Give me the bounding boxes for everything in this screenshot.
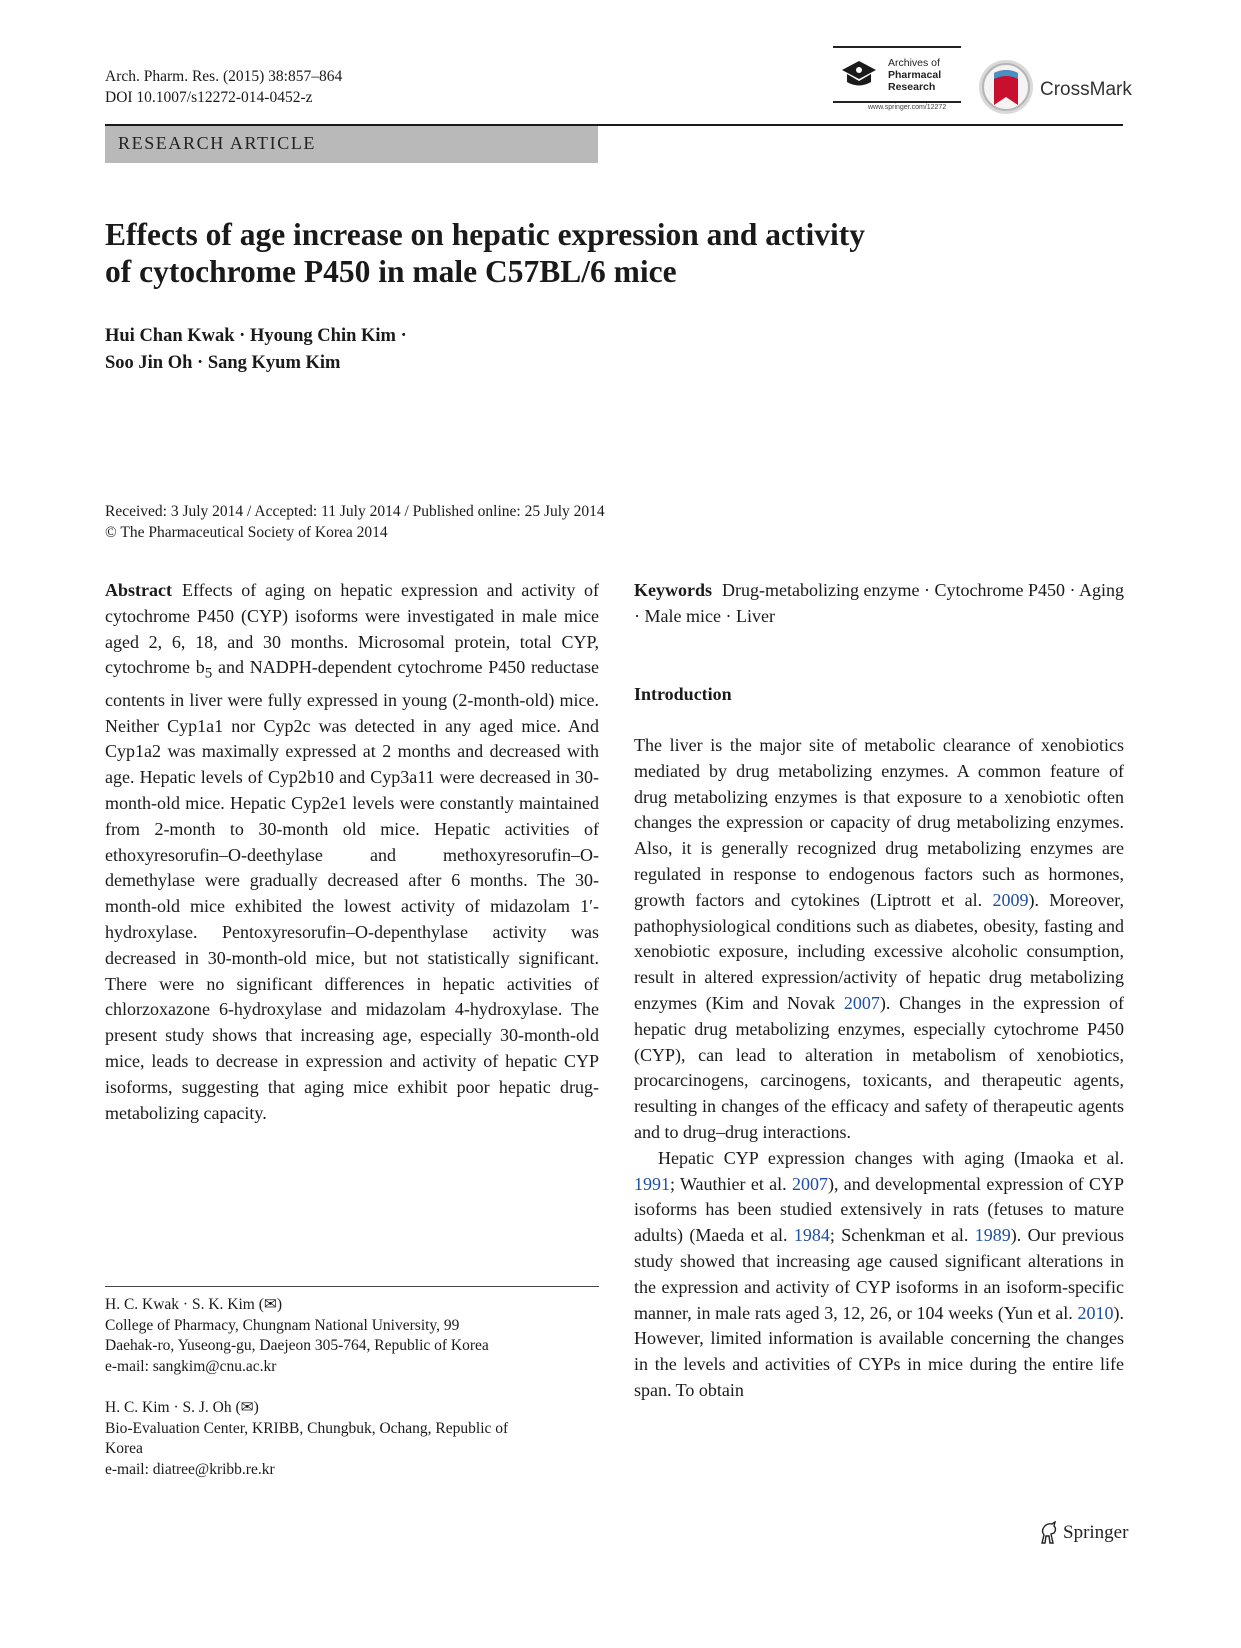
journal-reference (105, 66, 342, 108)
intro-paragraph-2: Hepatic CYP expression changes with aging (Imaoka et al. 1991; Wauthier et al. 2007), and developmental expression of CYP isoforms has been studied extensively in rats (fetuses to mature adults) (Maeda et al. 1984; Schenkman et al. 1989). Our previous study showed that increasing age caused significant alterations in the expression and activity of CYP isoforms in an isoform-specific manner, in male rats aged 3, 12, 26, or 104 weeks (Yun et al. 2010). However, limited information is available concerning the changes in the levels and activities of CYPs in mice during the entire life span. To obtain (634, 1147, 1125, 1400)
publication-history (105, 501, 605, 543)
citation-link[interactable]: 1991 (634, 1173, 670, 1194)
affiliation-address: Korea (105, 1440, 143, 1457)
journal-logo-rule-bottom (833, 101, 961, 103)
citation-link[interactable]: 2007 (843, 992, 880, 1013)
affiliation-authors: H. C. Kwak · S. K. Kim (✉) (105, 1296, 283, 1313)
citation-link[interactable]: 2007 (791, 1173, 828, 1194)
affiliation-email[interactable]: e-mail: sangkim@cnu.ac.kr (105, 1357, 277, 1375)
author-list: Hui Chan Kwak · Hyoung Chin Kim · Soo Jin Oh · Sang Kyum Kim (105, 326, 407, 373)
abstract-subscript: 5 (204, 665, 213, 682)
journal-logo-icon (838, 58, 880, 90)
crossmark-icon[interactable] (978, 59, 1034, 115)
keywords-text: Drug-metabolizing enzyme · Cytochrome P450 · Aging · Male mice · Liver (634, 580, 1124, 626)
crossmark-label[interactable]: CrossMark (1040, 79, 1132, 100)
affiliation-1 (105, 1295, 599, 1377)
abstract (105, 578, 599, 1126)
doi[interactable]: DOI 10.1007/s12272-014-0452-z (105, 89, 313, 106)
article-title: Effects of age increase on hepatic expression and activity of cytochrome P450 in male C57BL/6 mice (105, 217, 865, 289)
affiliation-address: Daehak-ro, Yuseong-gu, Daejeon 305-764, Republic of Korea (105, 1337, 489, 1354)
introduction-heading: Introduction (634, 684, 732, 704)
publisher-name: Springer (1063, 1522, 1129, 1543)
citation-link[interactable]: 2010 (1077, 1302, 1114, 1323)
keywords (634, 578, 1124, 630)
abstract-text-cont: and NADPH-dependent cytochrome P450 reductase contents in liver were fully expressed in young (2-month-old) mice. Neither Cyp1a1 nor Cyp2c was detected in any aged mice. And Cyp1a2 was maximally expressed at 2 months and decreased with age. Hepatic levels of Cyp2b10 and Cyp3a11 were decreased in 30-month-old mice. Hepatic Cyp2e1 levels were constantly maintained from 2-month to 30-month old mice. Hepatic activities of ethoxyresorufin–O-deethylase and methoxyresorufin–O-demethylase were gradually decreased after 6 months. The 30-month-old mice exhibited the lowest activity of midazolam 1′-hydroxylase. Pentoxyresorufin–O-depenthylase activity was decreased in 30-month-old mice, but not statistically significant. There were no significant differences in hepatic activities of chlorzoxazone 6-hydroxylase and midazolam 4-hydroxylase. The present study shows that increasing age, especially 30-month-old mice, leads to decrease in expression and activity of hepatic CYP isoforms, suggesting that aging mice exhibit poor hepatic drug-metabolizing capacity. (105, 657, 600, 1123)
journal-logo-url: www.springer.com/12272 (868, 104, 947, 111)
keywords-heading: Keywords (634, 580, 712, 600)
affiliation-email[interactable]: e-mail: diatree@kribb.re.kr (105, 1460, 275, 1478)
abstract-text: Effects of aging on hepatic expression and activity of cytochrome P450 (CYP) isoforms were investigated in male mice aged 2, 6, 18, and 30 months. Microsomal protein, total CYP, cytochrome b (105, 580, 599, 678)
history-dates: Received: 3 July 2014 / Accepted: 11 July 2014 / Published online: 25 July 2014 (105, 503, 605, 520)
journal-logo-rule-top (833, 46, 961, 48)
intro-paragraph-1: The liver is the major site of metabolic clearance of xenobiotics mediated by drug metabolizing enzymes. A common feature of drug metabolizing enzymes is that exposure to a xenobiotic often changes the expression or capacity of drug metabolizing enzymes. Also, it is generally recognized drug metabolizing enzymes are regulated in response to endogenous factors such as hormones, growth factors and cytokines (Liptrott et al. 2009). Moreover, pathophysiological conditions such as diabetes, obesity, fasting and xenobiotic exposure, including excessive alcoholic consumption, result in altered expression/activity of hepatic drug metabolizing enzymes (Kim and Novak 2007). Changes in the expression of hepatic drug metabolizing enzymes, especially cytochrome P450 (CYP), can lead to alteration in metabolism of xenobiotics, procarcinogens, carcinogens, toxicants, and therapeutic agents, resulting in changes of the efficacy and safety of therapeutic agents and to drug–drug interactions. (634, 735, 1125, 1142)
springer-horse-icon (1038, 1521, 1058, 1545)
citation-link[interactable]: 2009 (992, 889, 1029, 910)
citation-link[interactable]: 1989 (974, 1225, 1011, 1246)
citation-link[interactable]: 1984 (793, 1225, 830, 1246)
affiliation-2 (105, 1398, 599, 1480)
article-type: RESEARCH ARTICLE (118, 133, 317, 153)
abstract-heading: Abstract (105, 580, 172, 600)
affiliation-authors: H. C. Kim · S. J. Oh (✉) (105, 1399, 259, 1416)
copyright: © The Pharmaceutical Society of Korea 2014 (105, 524, 388, 541)
journal-logo-name: Archives of Pharmacal Research (888, 57, 942, 93)
journal-citation: Arch. Pharm. Res. (2015) 38:857–864 (105, 68, 343, 85)
affiliation-address: College of Pharmacy, Chungnam National University, 99 (105, 1316, 460, 1334)
affiliation-address: Bio-Evaluation Center, KRIBB, Chungbuk, Ochang, Republic of (105, 1419, 509, 1437)
introduction-body (634, 733, 1124, 1404)
footnote-rule (105, 1286, 599, 1287)
